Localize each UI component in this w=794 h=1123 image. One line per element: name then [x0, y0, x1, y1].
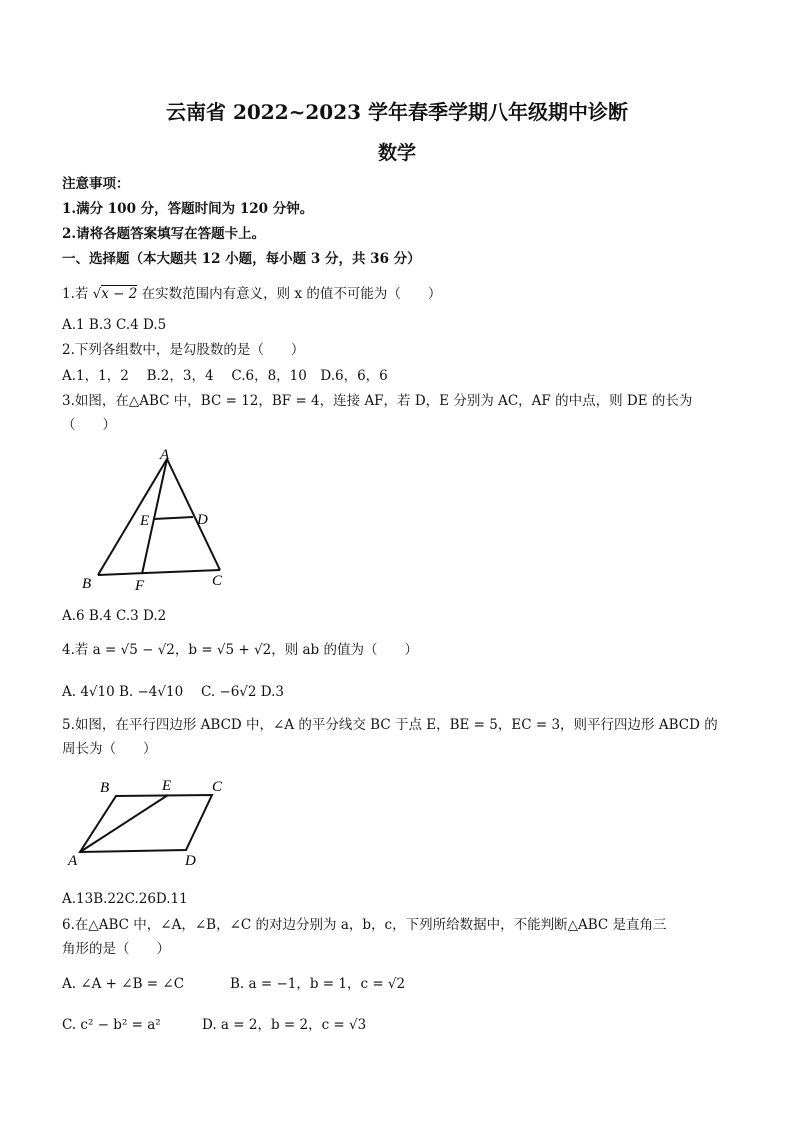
- q6-option-d: D. a = 2，b = 2，c = √3: [202, 1017, 367, 1033]
- q6-option-a: A. ∠A + ∠B = ∠C: [62, 976, 185, 992]
- q1-stem: [62, 285, 441, 303]
- q1-stem-prefix: 1.若: [62, 286, 93, 302]
- q1-stem-suffix: 在实数范围内有意义，则 x 的值不可能为（ ）: [137, 286, 442, 302]
- notice-item-1: 1.满分 100 分，答题时间为 120 分钟。: [62, 201, 314, 217]
- label-e: E: [140, 513, 150, 529]
- q4-options: A. 4√10 B. −4√10 C. −6√2 D.3: [62, 684, 285, 700]
- label-c: C: [212, 573, 223, 589]
- label-b: B: [82, 576, 92, 592]
- label-e: E: [162, 778, 172, 794]
- q6-option-c: C. c² − b² = a²: [62, 1017, 161, 1033]
- q5-stem-line1: 5.如图，在平行四边形 ABCD 中，∠A 的平分线交 BC 于点 E，BE = 5，EC = 3，则平行四边形 ABCD 的: [62, 717, 718, 733]
- q5-options: A.13B.22C.26D.11: [62, 891, 188, 907]
- q3-triangle-figure: [72, 445, 262, 595]
- q4-stem: 4.若 a = √5 − √2，b = √5 + √2，则 ab 的值为（ ）: [62, 642, 418, 658]
- q3-options: A.6 B.4 C.3 D.2: [62, 608, 167, 624]
- sqrt-symbol: √: [92, 286, 102, 302]
- q5-stem-line2: 周长为（ ）: [62, 741, 157, 757]
- q6-stem-line1: 6.在△ABC 中，∠A，∠B，∠C 的对边分别为 a，b，c，下列所给数据中，不能判断△ABC 是直角三: [62, 917, 667, 933]
- label-c: C: [212, 779, 223, 795]
- q6-stem-line2: 角形的是（ ）: [62, 941, 170, 957]
- q3-stem-line1: 3.如图，在△ABC 中，BC = 12，BF = 4，连接 AF，若 D，E 分别为 AC，AF 的中点，则 DE 的长为: [62, 393, 693, 409]
- q1-radicand: x − 2: [101, 286, 138, 302]
- q5-parallelogram-figure: [64, 770, 244, 870]
- q2-stem: 2.下列各组数中，是勾股数的是（ ）: [62, 342, 305, 358]
- q3-stem-line2: （ ）: [62, 417, 116, 433]
- subject-title: 数学: [377, 142, 416, 164]
- q2-options: A.1，1，2 B.2，3，4 C.6，8，10 D.6，6，6: [62, 368, 388, 384]
- label-b: B: [100, 780, 110, 796]
- label-d: D: [185, 853, 196, 869]
- q1-options: A.1 B.3 C.4 D.5: [62, 317, 167, 333]
- q6-option-b: B. a = −1，b = 1，c = √2: [230, 976, 406, 992]
- notice-item-2: 2.请将各题答案填写在答题卡上。: [62, 226, 266, 242]
- section-heading: 一、选择题（本大题共 12 小题，每小题 3 分，共 36 分）: [62, 251, 421, 267]
- label-d: D: [197, 512, 208, 528]
- notice-heading: 注意事项：: [62, 176, 130, 192]
- label-f: F: [135, 578, 145, 594]
- page-title: 云南省 2022~2023 学年春季学期八年级期中诊断: [165, 100, 628, 124]
- label-a: A: [68, 853, 78, 869]
- label-a: A: [160, 447, 170, 463]
